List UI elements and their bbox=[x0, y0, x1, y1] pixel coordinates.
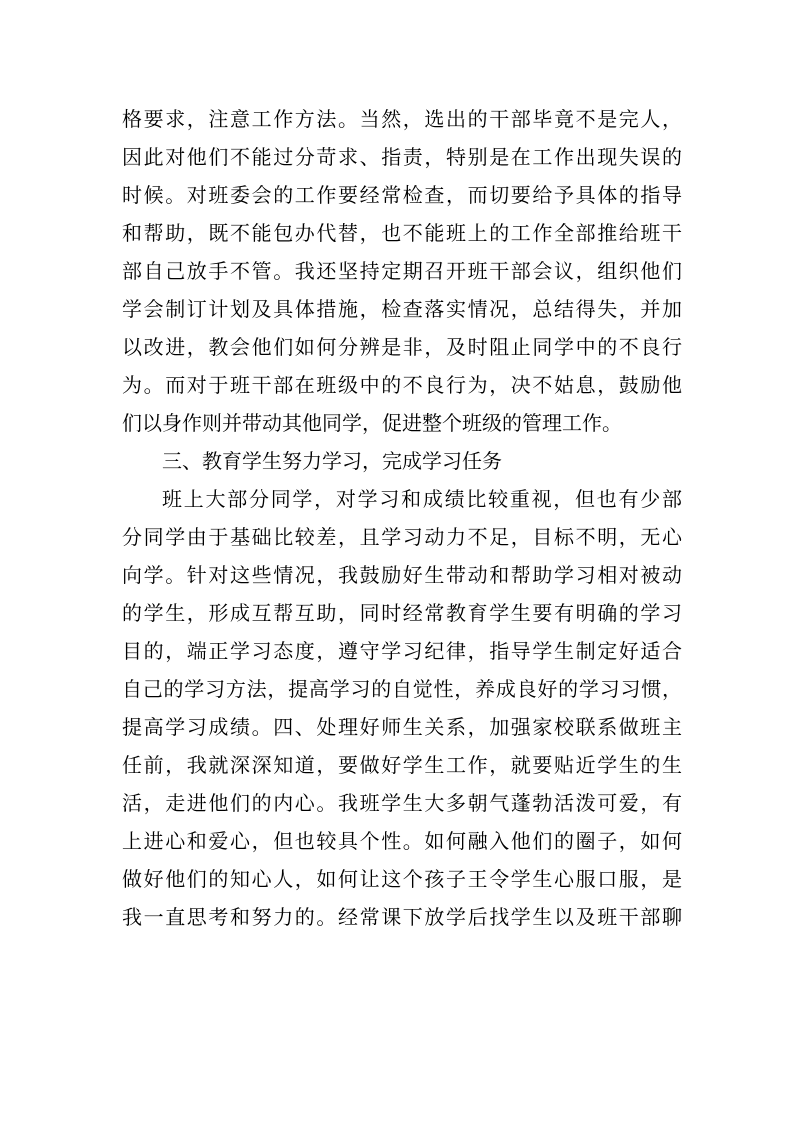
text-line: 活，走进他们的内心。我班学生大多朝气蓬勃活泼可爱，有 bbox=[122, 791, 682, 815]
text-line: 以改进，教会他们如何分辨是非，及时阻止同学中的不良行 bbox=[122, 335, 682, 359]
text-line: 和帮助，既不能包办代替，也不能班上的工作全部推给班干 bbox=[122, 221, 682, 245]
text-line: 学会制订计划及具体措施，检查落实情况，总结得失，并加 bbox=[122, 297, 682, 321]
text-line: 向学。针对这些情况，我鼓励好生带动和帮助学习相对被动 bbox=[122, 563, 682, 587]
text-line: 分同学由于基础比较差，且学习动力不足，目标不明，无心 bbox=[122, 525, 682, 549]
section-heading-text: 三、教育学生努力学习，完成学习任务 bbox=[162, 449, 502, 473]
text-line: 目的，端正学习态度，遵守学习纪律，指导学生制定好适合 bbox=[122, 639, 682, 663]
text-line: 我一直思考和努力的。经常课下放学后找学生以及班干部聊 bbox=[122, 905, 682, 929]
text-line: 格要求，注意工作方法。当然，选出的干部毕竟不是完人， bbox=[122, 107, 682, 131]
text-line: 因此对他们不能过分苛求、指责，特别是在工作出现失误的 bbox=[122, 145, 682, 169]
paragraph-study-guidance bbox=[122, 480, 682, 936]
text-line: 为。而对于班干部在班级中的不良行为，决不姑息，鼓励他 bbox=[122, 373, 682, 397]
body-text bbox=[122, 100, 682, 936]
text-line: 做好他们的知心人，如何让这个孩子王令学生心服口服，是 bbox=[122, 867, 682, 891]
text-line: 上进心和爱心，但也较具个性。如何融入他们的圈子，如何 bbox=[122, 829, 682, 853]
text-line: 们以身作则并带动其他同学，促进整个班级的管理工作。 bbox=[122, 411, 622, 435]
text-line: 班上大部分同学，对学习和成绩比较重视，但也有少部 bbox=[162, 487, 682, 511]
section-heading-3 bbox=[122, 442, 682, 480]
text-line: 时候。对班委会的工作要经常检查，而切要给予具体的指导 bbox=[122, 183, 682, 207]
paragraph-class-cadre-management bbox=[122, 100, 682, 442]
text-line: 提高学习成绩。四、处理好师生关系，加强家校联系做班主 bbox=[122, 715, 682, 739]
text-line: 任前，我就深深知道，要做好学生工作，就要贴近学生的生 bbox=[122, 753, 682, 777]
text-line: 自己的学习方法，提高学习的自觉性，养成良好的学习习惯， bbox=[122, 677, 682, 701]
text-line: 的学生，形成互帮互助，同时经常教育学生要有明确的学习 bbox=[122, 601, 682, 625]
text-line: 部自己放手不管。我还坚持定期召开班干部会议，组织他们 bbox=[122, 259, 682, 283]
